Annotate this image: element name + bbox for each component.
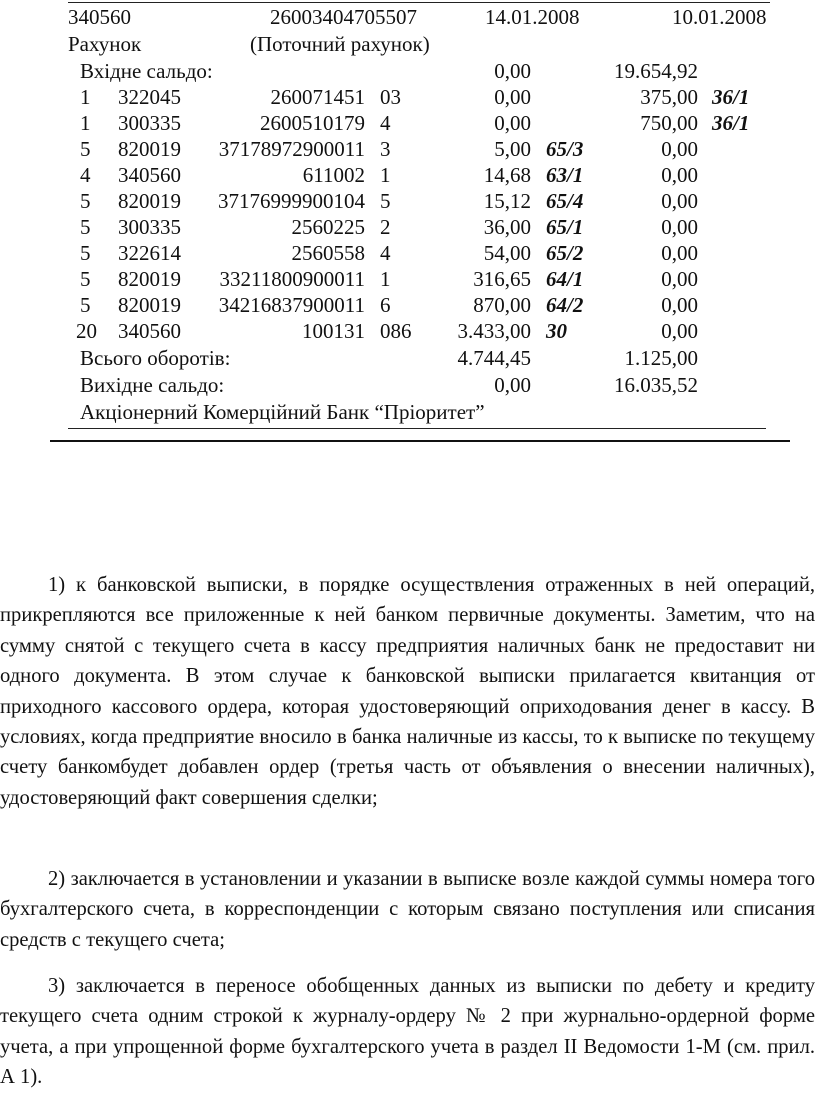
opening-balance-debit: 0,00: [494, 59, 531, 83]
row-number: 4: [80, 163, 91, 187]
bank-name: Акціонерний Комерційний Банк “Пріоритет”: [80, 400, 485, 424]
transaction-row: [0, 85, 816, 109]
account-label: Рахунок: [68, 32, 142, 56]
closing-balance-debit: 0,00: [494, 373, 531, 397]
row-debit-ref: 65/3: [546, 137, 584, 161]
row-credit: 0,00: [661, 267, 698, 291]
closing-balance-label: Вихідне сальдо:: [80, 373, 225, 397]
statement-header-row: [0, 5, 816, 29]
row-mfo: 322614: [118, 241, 181, 265]
opening-balance-label: Вхідне сальдо:: [80, 59, 213, 83]
row-account: 2600510179: [260, 111, 365, 135]
transaction-row: [0, 111, 816, 135]
row-code: 1: [380, 163, 391, 187]
row-debit: 14,68: [483, 163, 531, 187]
row-code: 2: [380, 215, 391, 239]
transaction-row: [0, 215, 816, 239]
row-mfo: 300335: [118, 215, 181, 239]
row-mfo: 300335: [118, 111, 181, 135]
row-code: 5: [380, 189, 391, 213]
paragraph-3: 3) заключается в переносе обобщенных данных из выписки по дебету и кредиту текущего счета одним строкой к журналу-ордеру № 2 при журнально-ордерной форме учета, а при упрощенной форме бухгалтерского учета в раздел II Ведомости 1-М (см. прил. А 1).: [0, 975, 815, 1089]
transaction-row: [0, 267, 816, 291]
row-credit-ref: 36/1: [712, 85, 750, 109]
row-debit-ref: 65/2: [546, 241, 584, 265]
row-mfo: 820019: [118, 293, 181, 317]
row-number: 1: [80, 111, 91, 135]
opening-balance-credit: 19.654,92: [614, 59, 698, 83]
row-mfo: 820019: [118, 189, 181, 213]
row-credit: 0,00: [661, 189, 698, 213]
row-number: 5: [80, 215, 91, 239]
row-credit: 0,00: [661, 215, 698, 239]
closing-balance-row: [0, 373, 816, 397]
row-debit: 0,00: [494, 85, 531, 109]
row-mfo: 322045: [118, 85, 181, 109]
row-credit: 0,00: [661, 163, 698, 187]
row-mfo: 820019: [118, 267, 181, 291]
row-code: 4: [380, 241, 391, 265]
previous-date: 10.01.2008: [672, 5, 767, 29]
turnover-credit: 1.125,00: [624, 346, 698, 370]
bank-code: 340560: [68, 5, 131, 29]
row-debit-ref: 65/4: [546, 189, 584, 213]
row-credit: 0,00: [661, 137, 698, 161]
row-debit: 5,00: [494, 137, 531, 161]
paragraph-1: 1) к банковской выписки, в порядке осуществления отраженных в ней операций, прикрепляются все приложенные к ней банком первичные документы. Заметим, что на сумму снятой с текущего счета в кассу предприятия наличных банк не предоставит ни одного документа. В этом случае к банковской выписки прилагается квитанция от приходного кассового ордера, которая удостоверяющий оприходования денег в кассу. В условиях, когда предприятие вносило в банка наличные из кассы, то к выписке по текущему счету банкомбудет добавлен ордер (третья часть от объявления о внесении наличных), удостоверяющий факт совершения сделки;: [0, 574, 815, 809]
row-debit-ref: 63/1: [546, 163, 584, 187]
row-code: 03: [380, 85, 401, 109]
transaction-row: [0, 163, 816, 187]
transaction-row: [0, 293, 816, 317]
row-account: 37176999900104: [218, 189, 365, 213]
row-debit-ref: 64/2: [546, 293, 584, 317]
turnover-row: [0, 346, 816, 370]
row-account: 37178972900011: [218, 137, 365, 161]
row-account: 33211800900011: [219, 267, 365, 291]
row-debit: 3.433,00: [457, 319, 531, 343]
opening-balance-row: [0, 59, 816, 83]
row-number: 5: [80, 137, 91, 161]
row-debit-ref: 30: [546, 319, 567, 343]
row-debit: 36,00: [483, 215, 531, 239]
row-debit: 870,00: [473, 293, 531, 317]
row-number: 1: [80, 85, 91, 109]
bank-name-row: [0, 400, 816, 424]
account-number: 26003404705507: [270, 5, 417, 29]
row-mfo: 820019: [118, 137, 181, 161]
transaction-row: [0, 189, 816, 213]
row-debit: 54,00: [483, 241, 531, 265]
row-debit-ref: 64/1: [546, 267, 584, 291]
row-code: 4: [380, 111, 391, 135]
row-debit: 0,00: [494, 111, 531, 135]
row-credit: 375,00: [640, 85, 698, 109]
row-number: 5: [80, 267, 91, 291]
row-credit: 0,00: [661, 241, 698, 265]
row-credit: 0,00: [661, 319, 698, 343]
bank-statement: [0, 0, 816, 450]
row-debit-ref: 65/1: [546, 215, 584, 239]
row-debit: 15,12: [483, 189, 531, 213]
row-code: 086: [380, 319, 412, 343]
closing-balance-credit: 16.035,52: [614, 373, 698, 397]
row-account: 2560558: [291, 241, 365, 265]
turnover-label: Всього оборотів:: [80, 346, 231, 370]
paragraph-2: 2) заключается в установлении и указании в выписке возле каждой суммы номера того бухгалтерского счета, в корреспонденции с которым связано поступления или списания средств с текущего счета;: [0, 868, 815, 951]
statement-rule: [68, 428, 766, 429]
row-account: 100131: [302, 319, 365, 343]
row-debit: 316,65: [473, 267, 531, 291]
row-number: 20: [76, 319, 97, 343]
row-account: 34216837900011: [218, 293, 365, 317]
row-credit: 750,00: [640, 111, 698, 135]
row-account: 2560225: [291, 215, 365, 239]
statement-date: 14.01.2008: [485, 5, 580, 29]
row-number: 5: [80, 189, 91, 213]
transaction-row: [0, 137, 816, 161]
row-account: 611002: [302, 163, 365, 187]
account-type: (Поточний рахунок): [250, 32, 430, 56]
row-code: 6: [380, 293, 391, 317]
row-number: 5: [80, 241, 91, 265]
row-number: 5: [80, 293, 91, 317]
row-mfo: 340560: [118, 319, 181, 343]
turnover-debit: 4.744,45: [457, 346, 531, 370]
row-code: 1: [380, 267, 391, 291]
row-code: 3: [380, 137, 391, 161]
transaction-row: [0, 319, 816, 343]
statement-top-rule: [68, 2, 770, 3]
statement-bottom-rule: [50, 440, 790, 442]
row-credit: 0,00: [661, 293, 698, 317]
row-credit-ref: 36/1: [712, 111, 750, 135]
transaction-row: [0, 241, 816, 265]
row-mfo: 340560: [118, 163, 181, 187]
account-type-row: [0, 32, 816, 56]
row-account: 260071451: [270, 85, 365, 109]
